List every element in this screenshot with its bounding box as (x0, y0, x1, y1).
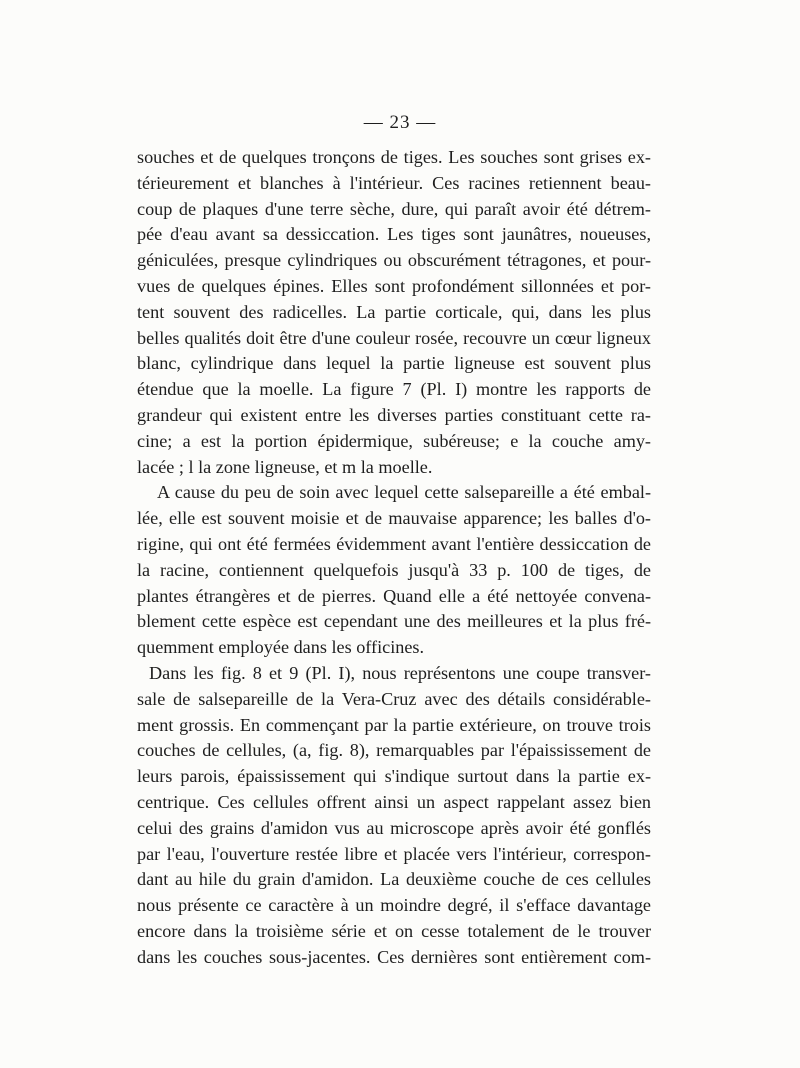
text-line: plantes étrangères et de pierres. Quand elle a été nettoyée convena- (137, 585, 651, 606)
text-line: ment grossis. En commençant par la partie extérieure, on trouve trois (137, 714, 651, 735)
text-line: rigine, qui ont été fermées évidemment avant l'entière dessiccation de (137, 533, 651, 554)
text-line: nous présente ce caractère à un moindre degré, il s'efface davantage (137, 895, 651, 916)
text-line: grandeur qui existent entre les diverses parties constituant cette ra- (137, 404, 651, 425)
text-line: belles qualités doit être d'une couleur rosée, recouvre un cœur ligneux (137, 327, 651, 348)
text-line: souches et de quelques tronçons de tiges. Les souches sont grises ex- (137, 147, 651, 167)
text-line: centrique. Ces cellules offrent ainsi un aspect rappelant assez bien (137, 791, 651, 812)
text-line: celui des grains d'amidon vus au microscope après avoir été gonflés (137, 817, 651, 838)
body-text (137, 145, 651, 971)
page-number: — 23 — (363, 112, 437, 133)
text-line: la racine, contiennent quelquefois jusqu'à 33 p. 100 de tiges, de (137, 559, 651, 580)
text-line: couches de cellules, (a, fig. 8), remarquables par l'épaississement de (137, 740, 651, 761)
text-line: pée d'eau avant sa dessiccation. Les tiges sont jaunâtres, noueuses, (137, 224, 651, 245)
text-line: térieurement et blanches à l'intérieur. Ces racines retiennent beau- (137, 172, 651, 193)
text-line: par l'eau, l'ouverture restée libre et placée vers l'intérieur, correspon- (137, 843, 651, 864)
text-line: lacée ; l la zone ligneuse, et m la moelle. (137, 456, 433, 477)
text-line: A cause du peu de soin avec lequel cette salsepareille a été embal- (157, 482, 651, 503)
text-line: blement cette espèce est cependant une des meilleures et la plus fré- (137, 611, 651, 632)
text-line: encore dans la troisième série et on cesse totalement de le trouver (137, 920, 651, 941)
text-line: blanc, cylindrique dans lequel la partie ligneuse est souvent plus (137, 353, 651, 374)
text-line: leurs parois, épaississement qui s'indique surtout dans la partie ex- (137, 766, 651, 787)
text-line: tent souvent des radicelles. La partie corticale, qui, dans les plus (137, 301, 651, 322)
text-line: géniculées, presque cylindriques ou obscurément tétragones, et pour- (137, 250, 651, 271)
text-line: lée, elle est souvent moisie et de mauvaise apparence; les balles d'o- (137, 508, 651, 529)
text-line: quemment employée dans les officines. (137, 637, 425, 658)
text-line: Dans les fig. 8 et 9 (Pl. I), nous représentons une coupe transver- (149, 662, 651, 683)
text-line: sale de salsepareille de la Vera-Cruz avec des détails considérable- (137, 688, 651, 709)
text-line: étendue que la moelle. La figure 7 (Pl. I) montre les rapports de (137, 379, 651, 400)
text-line: coup de plaques d'une terre sèche, dure, qui paraît avoir été détrem- (137, 198, 651, 219)
text-line: cine; a est la portion épidermique, subéreuse; e la couche amy- (137, 430, 651, 451)
text-line: vues de quelques épines. Elles sont profondément sillonnées et por- (137, 275, 651, 296)
text-line: dant au hile du grain d'amidon. La deuxième couche de ces cellules (137, 869, 651, 890)
text-line: dans les couches sous-jacentes. Ces dernières sont entièrement com- (137, 946, 651, 967)
